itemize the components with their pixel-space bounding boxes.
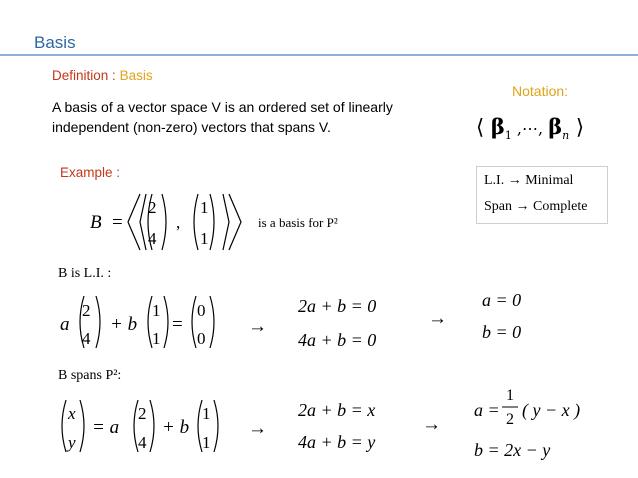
span-sol2: b = 2x − y — [474, 440, 551, 460]
definition-term: Basis — [119, 68, 153, 83]
example-phrase: is a basis for P² — [258, 215, 338, 230]
span-v2-top: 1 — [202, 404, 211, 423]
li-zero-bottom: 0 — [197, 329, 206, 348]
example-equation — [80, 188, 380, 258]
definition-line-2: independent (non-zero) vectors that spans V. — [52, 119, 331, 135]
example-v1-top: 2 — [148, 198, 157, 217]
example-v2-top: 1 — [200, 198, 209, 217]
example-comma: , — [176, 213, 181, 232]
v2-right-paren — [210, 194, 214, 250]
li-v1-right-paren — [96, 296, 100, 348]
definition-text — [52, 97, 452, 137]
span-arrow: → — [248, 418, 267, 439]
v2-left-paren — [194, 194, 198, 250]
box-line-2: Span → Complete — [484, 199, 588, 214]
li-zero-left-paren — [192, 296, 196, 348]
span-sol1-lhs: a = — [474, 400, 500, 420]
title-rule — [0, 54, 638, 56]
span-xy-right-paren — [80, 400, 84, 452]
right-angle: ⟩ — [575, 115, 585, 139]
li-eq: = — [172, 314, 183, 335]
span-eq2: 4a + b = y — [298, 432, 376, 452]
left-angle: ⟨ — [476, 115, 485, 139]
notation-formula — [476, 114, 584, 142]
li-sol2: b = 0 — [482, 322, 522, 342]
li-sol1: a = 0 — [482, 290, 522, 310]
li-arrow-2: → — [428, 308, 447, 329]
span-eq1: 2a + b = x — [298, 400, 376, 420]
li-zero-right-paren — [210, 296, 214, 348]
span-v1-bottom: 4 — [138, 433, 147, 452]
span-sol1-den: 2 — [506, 411, 514, 428]
title-bar — [0, 0, 638, 56]
span-v2-bottom: 1 — [202, 433, 211, 452]
li-a: a — [60, 314, 70, 335]
example-right-angle-inner — [223, 194, 229, 250]
span-v1-top: 2 — [138, 404, 147, 423]
example-v1-bottom: 4 — [148, 229, 157, 248]
span-equation — [58, 386, 598, 470]
example-eq: = — [112, 212, 123, 233]
definition-heading — [52, 68, 153, 83]
example-left-angle — [128, 194, 140, 250]
li-arrow: → — [248, 316, 267, 337]
example-B: B — [90, 212, 102, 233]
definition-line-1: A basis of a vector space V is an ordered set of linearly — [52, 99, 393, 115]
span-eq-a: = a — [92, 417, 120, 438]
beta-1: β — [490, 114, 505, 139]
example-right-angle — [229, 194, 241, 250]
li-heading: B is L.I. : — [58, 266, 112, 281]
li-v1-bottom: 4 — [82, 329, 91, 348]
span-arrow-2: → — [422, 414, 441, 435]
v1-right-paren — [162, 194, 166, 250]
span-sol1-rhs: ( y − x ) — [522, 400, 581, 420]
beta-1-sub: 1 — [504, 129, 512, 143]
li-equation — [58, 290, 598, 356]
li-v2-right-paren — [164, 296, 168, 348]
notation-dots: ,⋯, — [511, 119, 549, 138]
li-v2-bottom: 1 — [152, 329, 161, 348]
definition-label: Definition : — [52, 68, 116, 83]
example-left-angle-inner — [140, 194, 146, 250]
li-v2-top: 1 — [152, 301, 161, 320]
summary-box — [476, 166, 608, 224]
beta-n-sub: n — [562, 129, 570, 143]
span-sol1-num: 1 — [506, 387, 514, 404]
span-plus-b: + b — [162, 417, 190, 438]
li-eq1: 2a + b = 0 — [298, 296, 377, 316]
example-label: Example : — [60, 165, 121, 180]
li-plus-b: + b — [110, 314, 138, 335]
span-y: y — [68, 433, 76, 452]
slide-title: Basis — [34, 33, 76, 52]
span-heading: B spans P²: — [58, 368, 122, 383]
li-eq2: 4a + b = 0 — [298, 330, 377, 350]
span-v1-right-paren — [150, 400, 154, 452]
notation-label: Notation: — [512, 83, 569, 99]
span-xy-left-paren — [62, 400, 66, 452]
beta-n: β — [548, 114, 563, 139]
span-v2-right-paren — [214, 400, 218, 452]
li-zero-top: 0 — [197, 301, 206, 320]
example-v2-bottom: 1 — [200, 229, 209, 248]
box-line-1: L.I. → Minimal — [484, 173, 574, 188]
span-x: x — [68, 404, 76, 423]
li-v1-top: 2 — [82, 301, 91, 320]
